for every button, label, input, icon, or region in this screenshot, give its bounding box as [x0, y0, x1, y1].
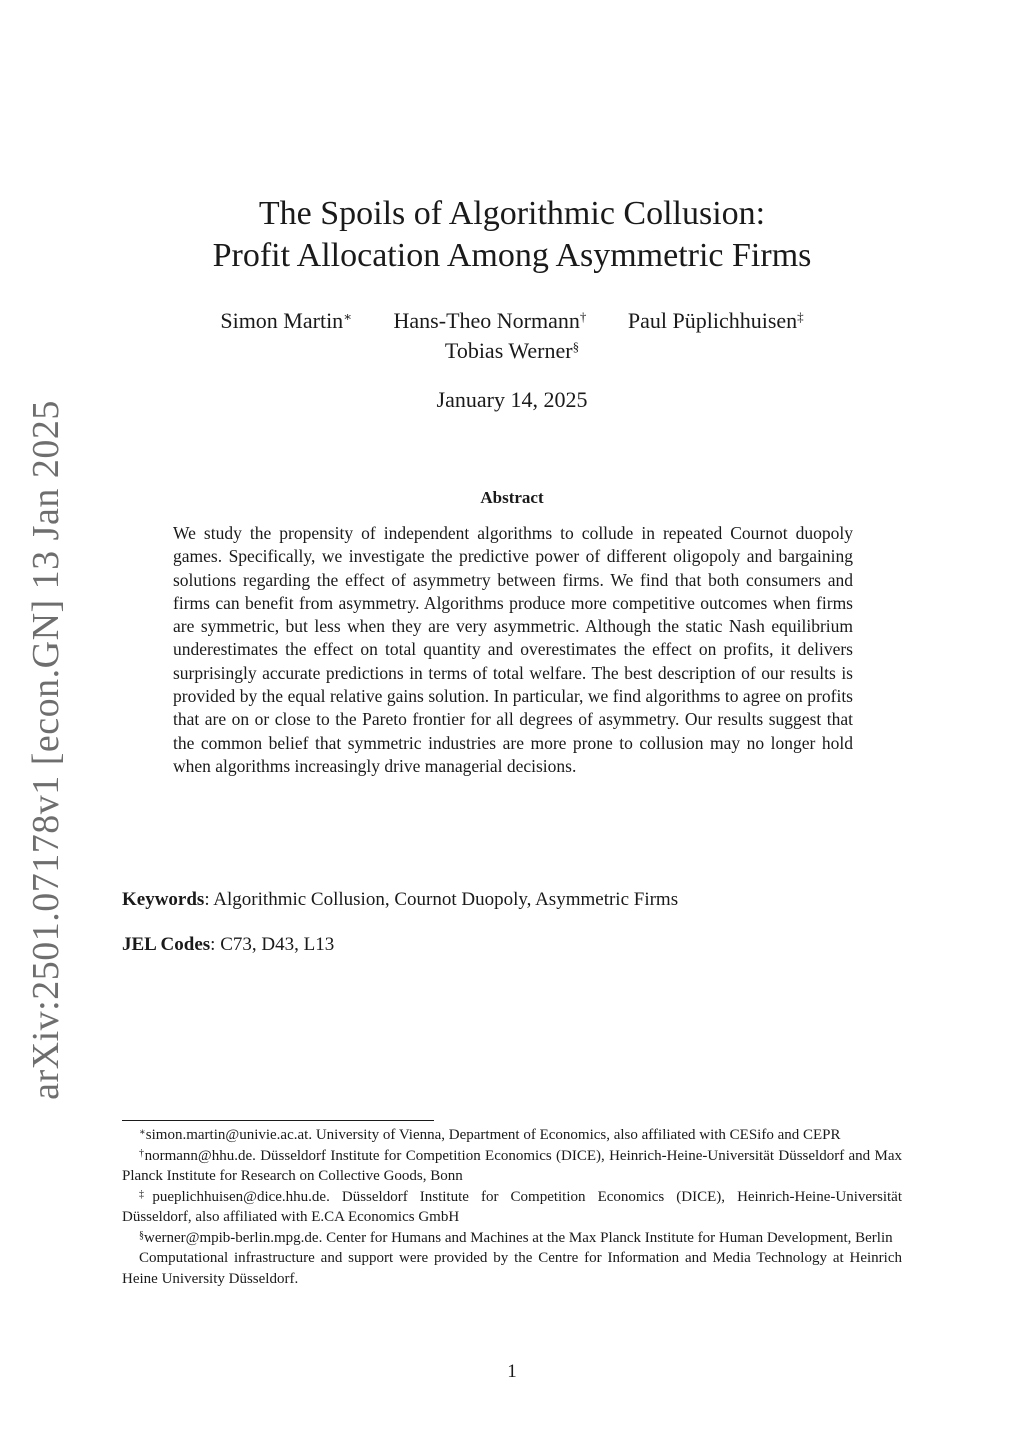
footnote-rule	[122, 1120, 434, 1121]
page-number: 1	[507, 1361, 517, 1382]
author-name: Hans-Theo Normann	[393, 308, 580, 333]
footnote-text: werner@mpib-berlin.mpg.de. Center for Humans and Machines at the Max Planck Institute for Human Development, Berlin	[144, 1229, 893, 1246]
footnote-text: simon.martin@univie.ac.at. University of Vienna, Department of Economics, also affiliated with CESifo and CEPR	[145, 1127, 841, 1143]
jel-codes	[122, 934, 902, 956]
author-3	[628, 307, 804, 335]
jel-value: : C73, D43, L13	[210, 934, 335, 955]
footnotes	[122, 1125, 902, 1289]
abstract-text: We study the propensity of independent algorithms to collude in repeated Cournot duopoly games. Specifically, we investigate the predictive power of different oligopoly and bargaining solutions regarding the effect of asymmetry between firms. We find that both consumers and firms can benefit from asymmetry. Algorithms produce more competitive outcomes when firms are symmetric, but less when they are very asymmetric. Although the static Nash equilibrium underestimates the effect on total quantity and overestimates the effect on profits, it delivers surprisingly accurate predictions in terms of total welfare. The best description of our results is provided by the equal relative gains solution. In particular, we find algorithms to agree on profits that are on or close to the Pareto frontier for all degrees of asymmetry. Our results suggest that the common belief that symmetric industries are more prone to collusion may no longer hold when algorithms increasingly drive managerial decisions.	[173, 523, 853, 776]
author-row-2	[122, 337, 902, 365]
author-2	[394, 307, 587, 335]
abstract-heading: Abstract	[480, 488, 544, 507]
author-mark: ‡	[797, 309, 804, 324]
keywords-value: : Algorithmic Collusion, Cournot Duopoly, Asymmetric Firms	[204, 889, 679, 910]
arxiv-identifier: arXiv:2501.07178v1 [econ.GN] 13 Jan 2025	[25, 400, 67, 1100]
footnote-3	[122, 1187, 902, 1228]
jel-label: JEL Codes	[122, 934, 211, 955]
footnote-acknowledgement	[122, 1248, 902, 1289]
author-4	[445, 337, 579, 365]
footnote-mark: ∗	[139, 1127, 146, 1138]
title-line-2: Profit Allocation Among Asymmetric Firms	[212, 237, 812, 274]
paper-title	[122, 193, 902, 277]
author-mark: †	[579, 309, 587, 324]
footnote-2	[122, 1146, 902, 1187]
footnote-mark: ‡	[139, 1188, 153, 1200]
author-row-1	[122, 307, 902, 335]
keywords-label: Keywords	[122, 889, 205, 910]
author-name: Tobias Werner	[444, 338, 573, 363]
footnote-text: normann@hhu.de. Düsseldorf Institute for Competition Economics (DICE), Heinrich-Heine-Universität Düsseldorf and Max Planck Institute for Research on Collective Goods, Bonn	[122, 1147, 903, 1184]
footnote-text: Computational infrastructure and support were provided by the Centre for Information and Media Technology at Heinrich Heine University Düsseldorf.	[122, 1250, 902, 1287]
paper-date: January 14, 2025	[436, 387, 588, 412]
footnote-text: pueplichhuisen@dice.hhu.de. Düsseldorf Institute for Competition Economics (DICE), Heinrich-Heine-Universität Düsseldorf, also affiliated with E.CA Economics GmbH	[122, 1188, 903, 1225]
author-mark: §	[572, 339, 580, 354]
author-name: Paul Püplichhuisen	[627, 308, 798, 333]
keywords	[122, 889, 902, 911]
author-1	[220, 307, 352, 335]
footnote-mark: †	[139, 1147, 145, 1159]
author-name: Simon Martin	[220, 308, 344, 333]
footnote-4	[122, 1228, 902, 1249]
footnote-mark: §	[139, 1229, 144, 1241]
footnote-1	[122, 1125, 902, 1146]
title-line-1: The Spoils of Algorithmic Collusion:	[258, 195, 766, 232]
author-mark: ∗	[343, 309, 353, 324]
